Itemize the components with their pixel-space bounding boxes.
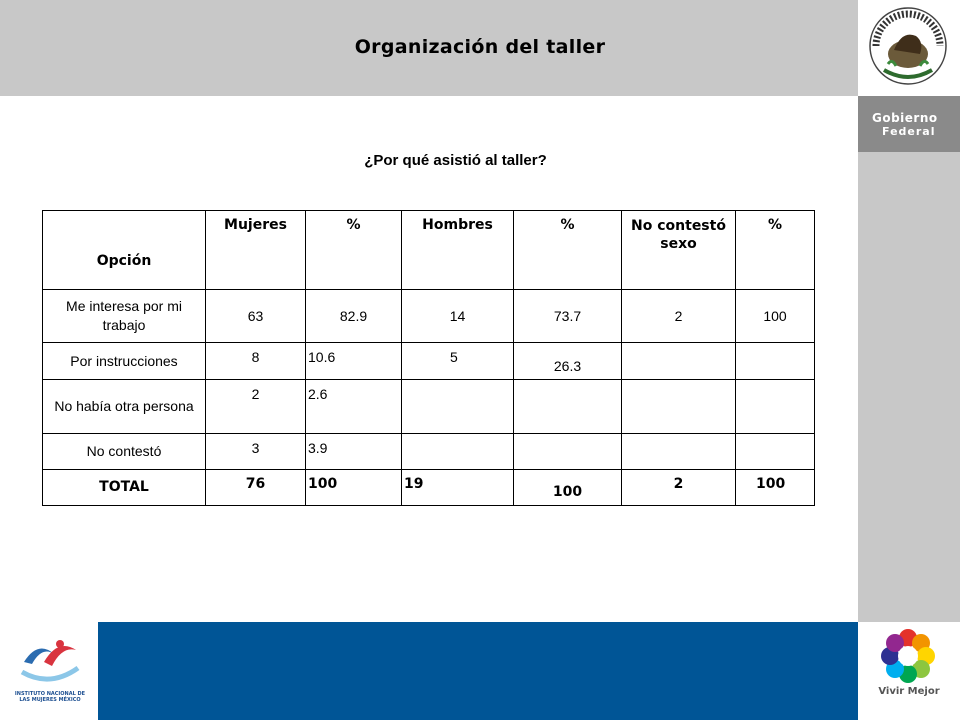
cell-total-no-contesto: 2 <box>622 469 736 505</box>
cell-total-pct-no-contesto: 100 <box>736 469 815 505</box>
header-row <box>43 211 815 290</box>
cell-total-pct-hombres: 100 <box>514 469 622 505</box>
cell-pct-mujeres: 3.9 <box>306 433 402 469</box>
cell-pct-hombres <box>514 379 622 433</box>
cell-pct-no-contesto: 100 <box>736 289 815 343</box>
cell-pct-hombres: 73.7 <box>514 289 622 343</box>
cell-pct-no-contesto <box>736 433 815 469</box>
federal-label: Federal <box>882 124 936 138</box>
cell-opcion: No había otra persona <box>43 379 206 433</box>
vivir-mejor-label: Vivir Mejor <box>878 686 940 697</box>
header-opcion: Opción <box>43 211 206 290</box>
cell-opcion: Me interesa por mi trabajo <box>43 289 206 343</box>
cell-total-label: TOTAL <box>43 469 206 505</box>
gobierno-label: Gobierno <box>872 110 938 125</box>
cell-no-contesto: 2 <box>622 289 736 343</box>
table-row <box>43 379 815 433</box>
cell-pct-no-contesto <box>736 343 815 379</box>
cell-total-pct-mujeres: 100 <box>306 469 402 505</box>
cell-opcion: Por instrucciones <box>43 343 206 379</box>
cell-pct-no-contesto <box>736 379 815 433</box>
cell-no-contesto <box>622 433 736 469</box>
cell-opcion: No contestó <box>43 433 206 469</box>
cell-mujeres: 8 <box>206 343 306 379</box>
gobierno-federal-logo <box>858 96 960 152</box>
cell-pct-hombres <box>514 433 622 469</box>
cell-pct-hombres: 26.3 <box>514 343 622 379</box>
header-no-contesto-sexo: No contestó sexo <box>622 211 736 290</box>
cell-pct-mujeres: 82.9 <box>306 289 402 343</box>
footer-band <box>98 622 858 720</box>
results-table <box>42 210 815 506</box>
inmujeres-label: INSTITUTO NACIONAL DE LAS MUJERES MÉXICO <box>14 691 86 703</box>
cell-pct-mujeres: 2.6 <box>306 379 402 433</box>
cell-total-mujeres: 76 <box>206 469 306 505</box>
header-mujeres: Mujeres <box>206 211 306 290</box>
seal-emblem-icon <box>858 0 960 96</box>
header-pct-no-contesto: % <box>736 211 815 290</box>
vivir-mejor-logo <box>858 622 960 720</box>
header-pct-hombres: % <box>514 211 622 290</box>
cell-hombres: 5 <box>402 343 514 379</box>
cell-hombres <box>402 379 514 433</box>
cell-pct-mujeres: 10.6 <box>306 343 402 379</box>
flower-logo-icon <box>858 622 960 686</box>
table-row <box>43 289 815 343</box>
table-row <box>43 433 815 469</box>
cell-no-contesto <box>622 379 736 433</box>
table-row <box>43 343 815 379</box>
cell-mujeres: 63 <box>206 289 306 343</box>
question-heading: ¿Por qué asistió al taller? <box>364 152 547 169</box>
inmujeres-logo <box>14 632 86 712</box>
cell-hombres <box>402 433 514 469</box>
inmujeres-emblem-icon <box>14 632 86 686</box>
cell-mujeres: 3 <box>206 433 306 469</box>
mexico-seal <box>858 0 960 96</box>
header-pct-mujeres: % <box>306 211 402 290</box>
cell-hombres: 14 <box>402 289 514 343</box>
cell-mujeres: 2 <box>206 379 306 433</box>
slide-title: Organización del taller <box>354 36 606 58</box>
cell-no-contesto <box>622 343 736 379</box>
cell-total-hombres: 19 <box>402 469 514 505</box>
total-row <box>43 469 815 505</box>
header-hombres: Hombres <box>402 211 514 290</box>
